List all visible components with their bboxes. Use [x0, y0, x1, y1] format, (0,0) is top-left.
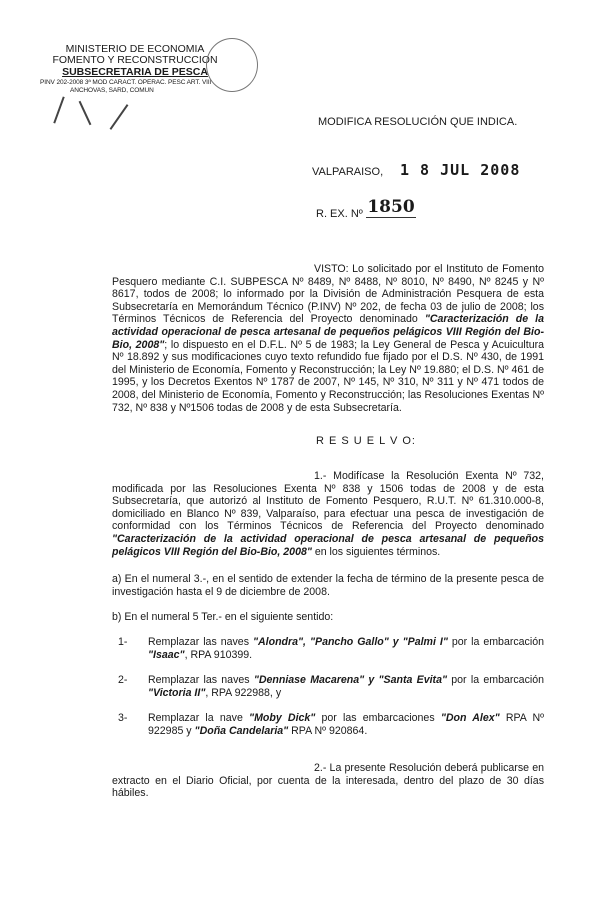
point-b: b) En el numeral 5 Ter.- en el siguiente sentido: — [112, 611, 334, 623]
visto-label: VISTO: — [314, 263, 349, 275]
handwritten-mark — [53, 97, 64, 124]
list-item: Remplazar la nave "Moby Dick" por las embarcaciones "Don Alex" RPA Nº 922985 y "Doña Candelaria" RPA Nº 920864. — [148, 712, 544, 737]
letterhead-species: ANCHOVAS, SARD, COMUN — [70, 87, 154, 94]
letterhead-reference: PINV 202-2008 3ª MOD CARACT. OPERAC. PESC ART. VIII — [40, 79, 212, 86]
visto-paragraph: VISTO: Lo solicitado por el Instituto de Fomento Pesquero mediante C.I. SUBPESCA Nº 8489, Nº 8488, Nº 8010, Nº 8490, Nº 8245 y Nº 8617, todos de 2008; lo informado por la División de Administración Pesquera de esta Subsecretaría en Memorándum Técnico (P.INV) Nº 202, de fecha 03 de julio de 2008; los Términos Técnicos de Referencia del Proyecto denominado "Caracterización de la actividad operacional de pesca artesanal de pequeños pelágicos VIII Región del Bio-Bio, 2008"; lo dispuesto en el D.F.L. Nº 5 de 1983; la Ley General de Pesca y Acuicultura Nº 18.892 y sus modificaciones cuyo texto refundido fue fijado por el D.S. Nº 430, de 1991 del Ministerio de Economía, Fomento y Reconstrucción; la Ley Nº 19.880; el D.S. Nº 461 de 1995, y los Decretos Exentos Nº 1787 de 2007, Nº 145, Nº 310, Nº 311 y Nº 471 todos de 2008, del Ministerio de Economía, Fomento y Reconstrucción; las Resoluciones Exentas Nº 732, Nº 838 y Nº1506 todas de 2008 y de esta Subsecretaría. — [112, 263, 545, 414]
handwritten-mark — [110, 104, 129, 130]
letterhead-ministry: MINISTERIO DE ECONOMIA — [65, 43, 205, 55]
document-title: MODIFICA RESOLUCIÓN QUE INDICA. — [318, 116, 518, 128]
handwritten-mark — [79, 101, 92, 125]
item-number: 3- — [118, 712, 128, 724]
point-a: a) En el numeral 3.-, en el sentido de extender la fecha de término de la presente pesca de investigación hasta el 9 de diciembre de 2008. — [112, 573, 544, 598]
project-name: "Caracterización de la actividad operacional de pesca artesanal de pequeños pelágicos VIII Región del Bio-Bio, 2008" — [112, 313, 544, 351]
list-item: Remplazar las naves "Alondra", "Pancho Gallo" y "Palmi I" por la embarcación "Isaac", RPA 910399. — [148, 636, 544, 661]
list-item: Remplazar las naves "Denniase Macarena" y "Santa Evita" por la embarcación "Victoria II", RPA 922988, y — [148, 674, 545, 699]
resuelvo-heading: R E S U E L V O: — [316, 435, 416, 447]
project-name: "Caracterización de la actividad operacional de pesca artesanal de pequeños pelágicos VIII Región del Bio-Bio, 2008" — [112, 532, 544, 558]
article-1: 1.- Modifícase la Resolución Exenta Nº 732, modificada por las Resoluciones Exenta Nº 838 y 1506 todas de 2008 y de esta Subsecretaría, que autorizó al Instituto de Fomento Pesquero, R.U.T. Nº 61.310.000-8, domiciliado en Blanco Nº 839, Valparaíso, para efectuar una pesca de investigación de conformidad con los Términos Técnicos de Referencia del Proyecto denominado "Caracterización de la actividad operacional de pesca artesanal de pequeños pelágicos VIII Región del Bio-Bio, 2008" en los siguientes términos. — [112, 470, 544, 558]
official-stamp — [206, 38, 258, 92]
letterhead-fomento: FOMENTO Y RECONSTRUCCION — [52, 54, 218, 66]
item-number: 1- — [118, 636, 128, 648]
item-number: 2- — [118, 674, 128, 686]
rex-number: 1850 — [367, 197, 415, 217]
date-stamp: 1 8 JUL 2008 — [400, 161, 521, 179]
place-label: VALPARAISO, — [312, 166, 384, 178]
letterhead-subsecretaria: SUBSECRETARIA DE PESCA — [62, 66, 208, 78]
rex-label: R. EX. Nº — [316, 208, 363, 220]
article-2: 2.- La presente Resolución deberá publicarse en extracto en el Diario Oficial, por cuenta de la interesada, dentro del plazo de 30 días hábiles. — [112, 762, 544, 800]
